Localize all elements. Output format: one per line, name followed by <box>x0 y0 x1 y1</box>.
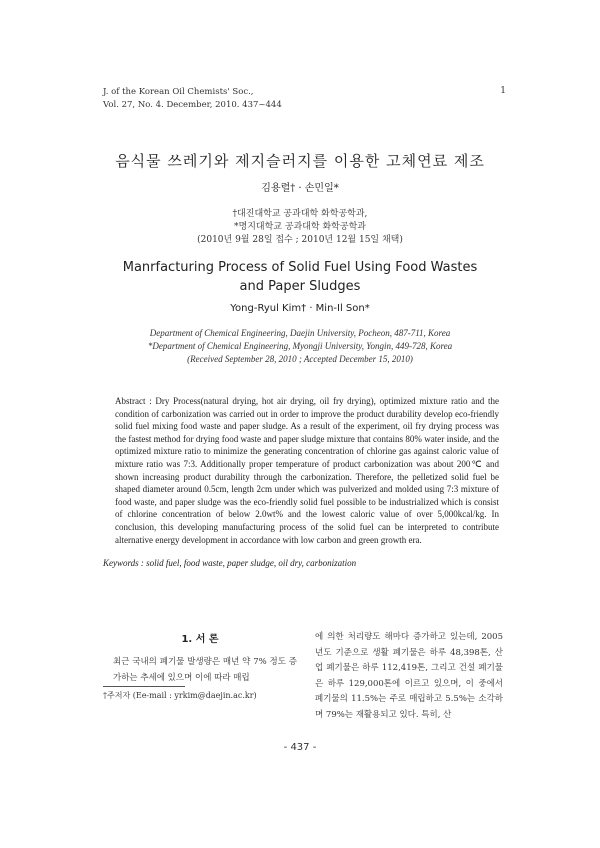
korean-title: 음식물 쓰레기와 제지슬러지를 이용한 고체연료 제조 <box>115 152 485 170</box>
korean-affiliations <box>0 208 600 247</box>
korean-received-date: (2010년 9월 28일 접수 ; 2010년 12월 15일 채택) <box>197 235 403 245</box>
body-right-column <box>315 630 503 723</box>
abstract-text: Abstract : Dry Process(natural drying, hot air drying, oil fry drying), optimized mixture ratio and the condition of carbonization was carried out in order to improve the product durability develop eco-friendly solid fuel mixing food waste and paper sludge. As a result of the experiment, oil fry drying process was the fastest method for drying food waste and paper sludge mixture that contains 80% water inside, and the optimized mixture ratio to minimize the generating concentration of chlorine gas against caloric value of mixture ratio was 7:3. Additionally proper temperature of product carbonization was about 200℃ and shown increasing product durability through the carbonization. Therefore, the pelletized solid fuel be shaped diameter around 0.5cm, length 2cm under which was pulverized and molded using 7:3 mixture of food waste, and paper sludge was the eco-friendly solid fuel possible to be industrialized which is consist of chlorine concentration of below 2.0wt% and the lowest caloric value of over 5,000kcal/kg. In conclusion, this developing manufacturing process of the solid fuel can be interpreted to contribute alternative energy development in accordance with low carbon and green growth era. <box>115 396 499 545</box>
footnote: †주저자 (Ee-mail : yrkim@daejin.ac.kr) <box>103 691 257 700</box>
body-right-text: 에 의한 처리량도 해마다 증가하고 있는데, 2005년도 기준으로 생활 폐기물은 하루 48,398톤, 산업 폐기물은 하루 112,419톤, 그리고 건설 폐기물은 하루 129,000톤에 이르고 있으며, 이 중에서 폐기물의 11.5%는 주로 매립하고 5.5%는 소각하며 79%는 재활용되고 있다. 특히, 산 <box>315 632 503 720</box>
body-left-column <box>103 655 297 686</box>
english-affiliation-2: *Department of Chemical Engineering, Myongji University, Yongin, 449-728, Korea <box>147 341 453 351</box>
english-affiliation-1: Department of Chemical Engineering, Daejin University, Pocheon, 487-711, Korea <box>149 328 451 338</box>
journal-name: J. of the Korean Oil Chemists' Soc., <box>103 87 254 97</box>
page-number-top: 1 <box>500 86 506 96</box>
english-affiliations <box>0 327 600 366</box>
journal-citation <box>103 86 282 112</box>
journal-volume: Vol. 27, No. 4. December, 2010. 437~444 <box>103 100 282 110</box>
footnote-divider <box>103 686 185 687</box>
korean-affiliation-1: †대진대학교 공과대학 화학공학과, <box>232 209 368 219</box>
abstract <box>103 395 499 546</box>
english-title-line-2: and Paper Sludges <box>239 279 361 294</box>
section-heading: 1. 서 론 <box>181 634 219 645</box>
english-title-line-1: Manrfacturing Process of Solid Fuel Using Food Wastes <box>122 260 478 275</box>
keywords: Keywords : solid fuel, food waste, paper sludge, oil dry, carbonization <box>103 558 357 568</box>
korean-affiliation-2: *명지대학교 공과대학 화학공학과 <box>234 222 366 232</box>
page-number-bottom: - 437 - <box>283 742 317 753</box>
english-received-date: (Received September 28, 2010 ; Accepted December 15, 2010) <box>187 354 413 364</box>
english-authors: Yong-Ryul Kim† · Min-Il Son* <box>230 303 370 314</box>
body-left-text: 최근 국내의 폐기물 발생량은 매년 약 7% 정도 증가하는 추세에 있으며 이에 따라 매립 <box>113 657 297 683</box>
korean-authors: 김용렬† · 손민일* <box>261 183 339 194</box>
english-title <box>0 258 600 296</box>
